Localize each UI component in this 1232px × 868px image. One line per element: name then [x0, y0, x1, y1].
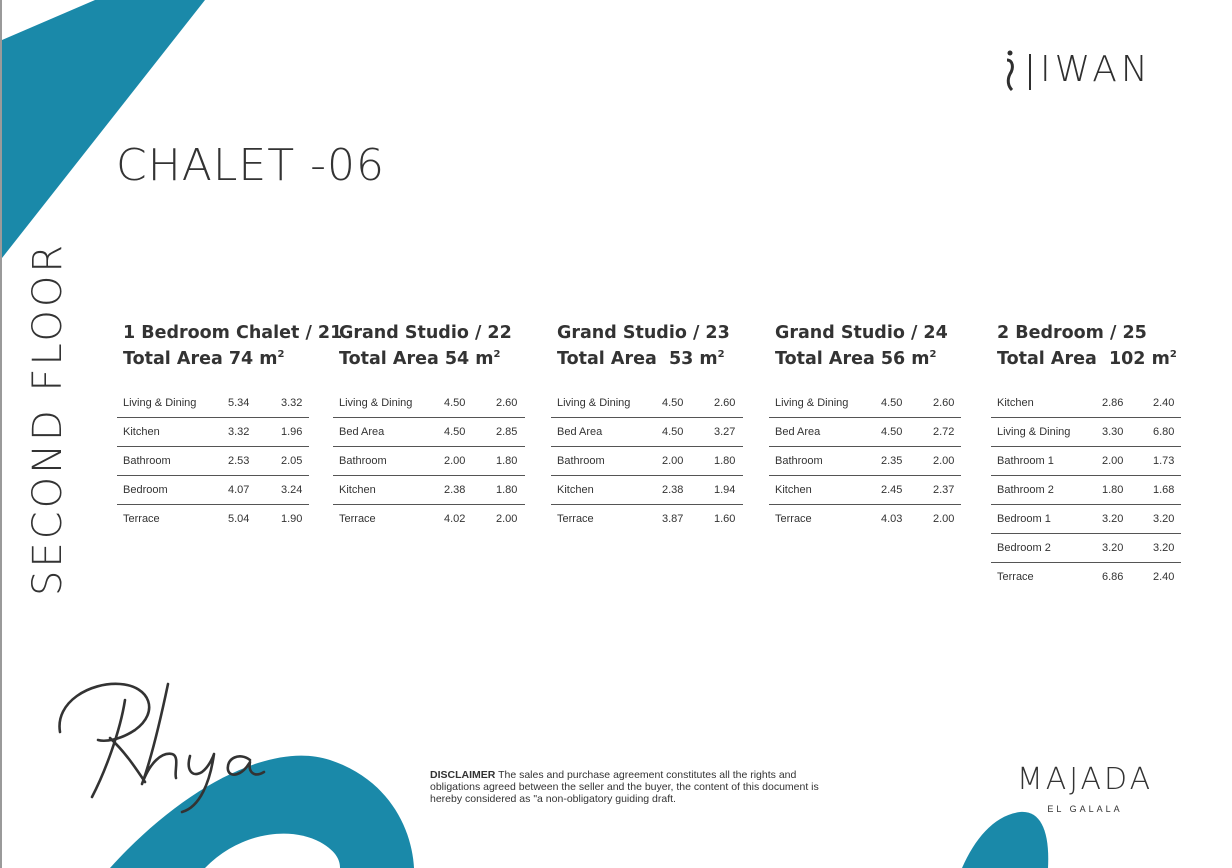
room-row	[117, 476, 309, 505]
room-length: 4.50	[881, 397, 903, 409]
unit-card	[123, 322, 343, 525]
room-name: Bedroom	[123, 484, 168, 496]
room-row	[117, 418, 309, 447]
room-row	[769, 418, 961, 447]
bottom-right-arc	[962, 812, 1048, 868]
room-length: 5.04	[228, 513, 250, 525]
brand-name: IWAN	[1040, 49, 1152, 90]
room-width: 1.60	[714, 513, 736, 525]
room-length: 5.34	[228, 397, 250, 409]
unit-area: Total Area 56 $m^2$	[775, 349, 937, 369]
room-row	[551, 476, 743, 505]
room-table	[333, 389, 525, 533]
room-width: 2.60	[933, 397, 955, 409]
room-name: Kitchen	[339, 484, 376, 496]
room-width: 1.94	[714, 484, 736, 496]
room-length: 4.07	[228, 484, 250, 496]
room-length: 4.50	[662, 426, 684, 438]
room-row	[551, 447, 743, 476]
room-length: 3.87	[662, 513, 684, 525]
room-width: 2.60	[714, 397, 736, 409]
room-row	[117, 505, 309, 533]
room-width: 3.24	[281, 484, 303, 496]
room-name: Bathroom	[557, 455, 605, 467]
room-width: 1.90	[281, 513, 303, 525]
room-width: 2.85	[496, 426, 518, 438]
room-row	[991, 534, 1181, 563]
page-title: CHALET -06	[116, 140, 385, 191]
room-row	[333, 418, 525, 447]
developer-subtitle: EL GALALA	[1047, 804, 1123, 814]
room-length: 2.00	[662, 455, 684, 467]
room-length: 2.86	[1102, 397, 1124, 409]
room-row	[991, 447, 1181, 476]
unit-area: Total Area 74 $m^2$	[123, 349, 285, 369]
room-length: 2.38	[662, 484, 684, 496]
room-width: 2.00	[496, 513, 518, 525]
unit-card	[339, 322, 518, 525]
room-width: 6.80	[1153, 426, 1175, 438]
room-length: 4.02	[444, 513, 466, 525]
room-length: 3.30	[1102, 426, 1124, 438]
room-name: Kitchen	[123, 426, 160, 438]
room-row	[991, 418, 1181, 447]
room-name: Kitchen	[775, 484, 812, 496]
room-length: 3.20	[1102, 542, 1124, 554]
disclaimer-heading: DISCLAIMER	[430, 769, 496, 781]
room-width: 3.20	[1153, 542, 1175, 554]
room-name: Bathroom 1	[997, 455, 1054, 467]
room-width: 2.00	[933, 513, 955, 525]
room-name: Terrace	[123, 513, 160, 525]
room-width: 1.68	[1153, 484, 1175, 496]
room-row	[991, 389, 1181, 418]
room-length: 3.32	[228, 426, 250, 438]
room-width: 1.73	[1153, 455, 1175, 467]
room-name: Bathroom 2	[997, 484, 1054, 496]
top-left-stripe	[2, 0, 205, 258]
room-row	[769, 505, 961, 533]
unit-title: 2 Bedroom / 25	[997, 323, 1147, 343]
developer-logo	[990, 762, 1180, 814]
room-table	[769, 389, 961, 533]
room-width: 3.20	[1153, 513, 1175, 525]
room-row	[117, 389, 309, 418]
room-name: Kitchen	[557, 484, 594, 496]
unit-area: Total Area 53 $m^2$	[557, 349, 725, 369]
room-name: Living & Dining	[123, 397, 197, 409]
room-length: 4.50	[662, 397, 684, 409]
room-row	[551, 389, 743, 418]
room-length: 2.45	[881, 484, 903, 496]
room-name: Living & Dining	[997, 426, 1071, 438]
unit-area: Total Area 102 $m^2$	[997, 349, 1177, 369]
room-length: 1.80	[1102, 484, 1124, 496]
unit-title: Grand Studio / 23	[557, 323, 730, 343]
room-width: 2.37	[933, 484, 955, 496]
room-row	[991, 563, 1181, 591]
room-row	[991, 476, 1181, 505]
room-table	[991, 389, 1181, 591]
room-length: 2.00	[444, 455, 466, 467]
room-row	[769, 389, 961, 418]
room-row	[551, 505, 743, 533]
room-row	[769, 447, 961, 476]
room-name: Bed Area	[775, 426, 821, 438]
room-row	[333, 389, 525, 418]
unit-title: Grand Studio / 24	[775, 323, 948, 343]
room-width: 1.80	[496, 484, 518, 496]
unit-card	[557, 322, 736, 525]
unit-title: Grand Studio / 22	[339, 323, 512, 343]
room-length: 2.53	[228, 455, 250, 467]
room-row	[769, 476, 961, 505]
rhya-signature-logo	[50, 672, 280, 822]
room-width: 2.60	[496, 397, 518, 409]
room-name: Terrace	[775, 513, 812, 525]
room-table	[117, 389, 309, 533]
room-length: 4.50	[444, 426, 466, 438]
room-name: Bathroom	[123, 455, 171, 467]
room-width: 1.96	[281, 426, 303, 438]
room-row	[333, 505, 525, 533]
room-width: 2.40	[1153, 571, 1175, 583]
room-table	[551, 389, 743, 533]
room-length: 6.86	[1102, 571, 1124, 583]
room-width: 2.72	[933, 426, 955, 438]
developer-name: MAJADA	[1016, 762, 1154, 797]
disclaimer-text: The sales and purchase agreement constitutes all the rights and obligations agreed between the seller and the buyer, the content of this document is hereby considered as "a non-obligatory guiding draft.	[430, 769, 819, 805]
room-width: 2.00	[933, 455, 955, 467]
room-name: Living & Dining	[557, 397, 631, 409]
room-row	[991, 505, 1181, 534]
iwan-mark-icon	[1000, 48, 1040, 92]
room-row	[333, 476, 525, 505]
room-name: Bed Area	[557, 426, 603, 438]
unit-card	[997, 322, 1177, 583]
room-name: Terrace	[997, 571, 1034, 583]
room-length: 2.35	[881, 455, 903, 467]
room-length: 2.00	[1102, 455, 1124, 467]
room-width: 2.05	[281, 455, 303, 467]
unit-area: Total Area 54 $m^2$	[339, 349, 501, 369]
room-width: 3.27	[714, 426, 736, 438]
room-name: Terrace	[339, 513, 376, 525]
room-width: 1.80	[714, 455, 736, 467]
unit-title: 1 Bedroom Chalet / 21	[123, 323, 343, 343]
room-name: Living & Dining	[775, 397, 849, 409]
disclaimer	[430, 769, 830, 805]
room-name: Bedroom 1	[997, 513, 1051, 525]
room-length: 4.50	[881, 426, 903, 438]
room-length: 3.20	[1102, 513, 1124, 525]
left-edge-line	[0, 0, 2, 868]
floor-label: SECOND FLOOR	[25, 241, 71, 596]
room-length: 2.38	[444, 484, 466, 496]
room-width: 2.40	[1153, 397, 1175, 409]
room-name: Bathroom	[775, 455, 823, 467]
room-name: Terrace	[557, 513, 594, 525]
room-length: 4.03	[881, 513, 903, 525]
unit-card	[775, 322, 955, 525]
room-name: Bed Area	[339, 426, 385, 438]
brand-logo	[1000, 48, 1170, 92]
room-row	[117, 447, 309, 476]
room-row	[551, 418, 743, 447]
room-name: Bathroom	[339, 455, 387, 467]
room-width: 1.80	[496, 455, 518, 467]
room-name: Kitchen	[997, 397, 1034, 409]
room-name: Living & Dining	[339, 397, 413, 409]
room-width: 3.32	[281, 397, 303, 409]
room-length: 4.50	[444, 397, 466, 409]
room-row	[333, 447, 525, 476]
room-name: Bedroom 2	[997, 542, 1051, 554]
